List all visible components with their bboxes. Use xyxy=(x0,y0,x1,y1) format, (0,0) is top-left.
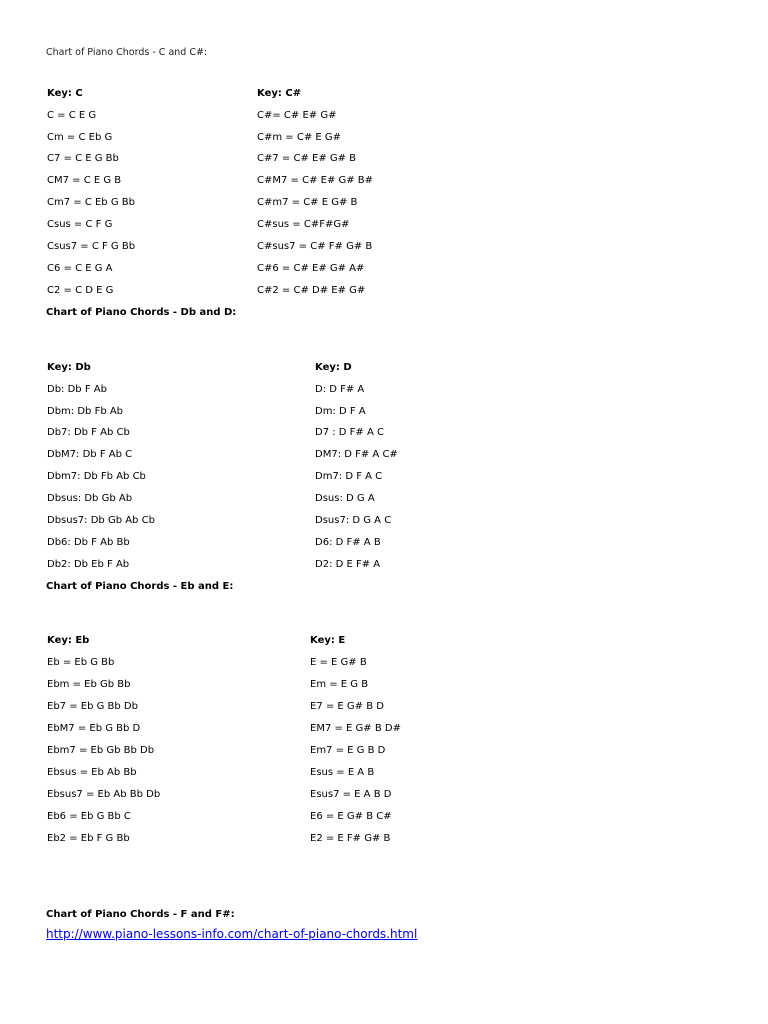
chord-d-2: Dm: D F A xyxy=(315,406,366,417)
chord-csharp-4: C#M7 = C# E# G# B# xyxy=(257,175,374,186)
section-title-f-fsharp: Chart of Piano Chords - F and F#: xyxy=(46,909,235,920)
chord-e-1: E = E G# B xyxy=(310,657,367,668)
chord-eb-3: Eb7 = Eb G Bb Db xyxy=(47,701,138,712)
chord-c-5: Cm7 = C Eb G Bb xyxy=(47,197,135,208)
chord-eb-8: Eb6 = Eb G Bb C xyxy=(47,811,131,822)
chord-d-5: Dm7: D F A C xyxy=(315,471,383,482)
chord-e-5: Em7 = E G B D xyxy=(310,745,386,756)
key-eb-column xyxy=(47,634,267,849)
chord-csharp-8: C#6 = C# E# G# A# xyxy=(257,263,365,274)
chord-e-2: Em = E G B xyxy=(310,679,369,690)
chord-csharp-9: C#2 = C# D# E# G# xyxy=(257,285,366,296)
chord-db-5: Dbm7: Db Fb Ab Cb xyxy=(47,471,146,482)
chord-db-1: Db: Db F Ab xyxy=(47,384,107,395)
chord-e-9: E2 = E F# G# B xyxy=(310,833,391,844)
page-title: Chart of Piano Chords - C and C#: xyxy=(46,47,208,58)
key-c-column xyxy=(47,87,237,302)
chord-c-9: C2 = C D E G xyxy=(47,285,114,296)
chord-eb-7: Ebsus7 = Eb Ab Bb Db xyxy=(47,789,161,800)
chord-csharp-2: C#m = C# E G# xyxy=(257,132,342,143)
chord-eb-4: EbM7 = Eb G Bb D xyxy=(47,723,141,734)
chord-db-7: Dbsus7: Db Gb Ab Cb xyxy=(47,515,155,526)
section-title-db-d: Chart of Piano Chords - Db and D: xyxy=(46,307,237,318)
key-csharp-label: Key: C# xyxy=(257,88,302,99)
chord-eb-2: Ebm = Eb Gb Bb xyxy=(47,679,131,690)
chord-e-7: Esus7 = E A B D xyxy=(310,789,392,800)
key-csharp-column xyxy=(257,87,457,302)
chord-e-3: E7 = E G# B D xyxy=(310,701,384,712)
chord-csharp-1: C#= C# E# G# xyxy=(257,110,337,121)
chord-e-8: E6 = E G# B C# xyxy=(310,811,392,822)
chord-csharp-7: C#sus7 = C# F# G# B xyxy=(257,241,373,252)
key-eb-label: Key: Eb xyxy=(47,635,90,646)
chord-c-1: C = C E G xyxy=(47,110,97,121)
chord-c-8: C6 = C E G A xyxy=(47,263,113,274)
chord-db-2: Dbm: Db Fb Ab xyxy=(47,406,124,417)
chord-csharp-6: C#sus = C#F#G# xyxy=(257,219,350,230)
chord-eb-5: Ebm7 = Eb Gb Bb Db xyxy=(47,745,155,756)
chord-d-1: D: D F# A xyxy=(315,384,365,395)
source-url-link[interactable]: http://www.piano-lessons-info.com/chart-of-piano-chords.html xyxy=(46,927,418,941)
chord-db-6: Dbsus: Db Gb Ab xyxy=(47,493,133,504)
key-db-column xyxy=(47,361,267,576)
key-e-label: Key: E xyxy=(310,635,346,646)
chord-d-7: Dsus7: D G A C xyxy=(315,515,392,526)
key-db-label: Key: Db xyxy=(47,362,91,373)
chord-eb-1: Eb = Eb G Bb xyxy=(47,657,115,668)
chord-d-6: Dsus: D G A xyxy=(315,493,375,504)
chord-d-8: D6: D F# A B xyxy=(315,537,381,548)
chord-db-9: Db2: Db Eb F Ab xyxy=(47,559,130,570)
chord-c-3: C7 = C E G Bb xyxy=(47,153,119,164)
chord-c-2: Cm = C Eb G xyxy=(47,132,113,143)
key-c-label: Key: C xyxy=(47,88,83,99)
chord-e-4: EM7 = E G# B D# xyxy=(310,723,401,734)
chord-csharp-3: C#7 = C# E# G# B xyxy=(257,153,357,164)
key-e-column xyxy=(310,634,510,849)
chord-eb-9: Eb2 = Eb F G Bb xyxy=(47,833,130,844)
chord-c-4: CM7 = C E G B xyxy=(47,175,122,186)
chord-db-4: DbM7: Db F Ab C xyxy=(47,449,133,460)
chord-db-8: Db6: Db F Ab Bb xyxy=(47,537,130,548)
chord-d-4: DM7: D F# A C# xyxy=(315,449,398,460)
key-d-column xyxy=(315,361,515,576)
chord-db-3: Db7: Db F Ab Cb xyxy=(47,427,130,438)
chord-c-6: Csus = C F G xyxy=(47,219,113,230)
chord-e-6: Esus = E A B xyxy=(310,767,375,778)
chord-d-9: D2: D E F# A xyxy=(315,559,381,570)
chord-c-7: Csus7 = C F G Bb xyxy=(47,241,136,252)
chord-csharp-5: C#m7 = C# E G# B xyxy=(257,197,358,208)
section-title-eb-e: Chart of Piano Chords - Eb and E: xyxy=(46,581,234,592)
chord-d-3: D7 : D F# A C xyxy=(315,427,384,438)
chord-eb-6: Ebsus = Eb Ab Bb xyxy=(47,767,137,778)
key-d-label: Key: D xyxy=(315,362,352,373)
